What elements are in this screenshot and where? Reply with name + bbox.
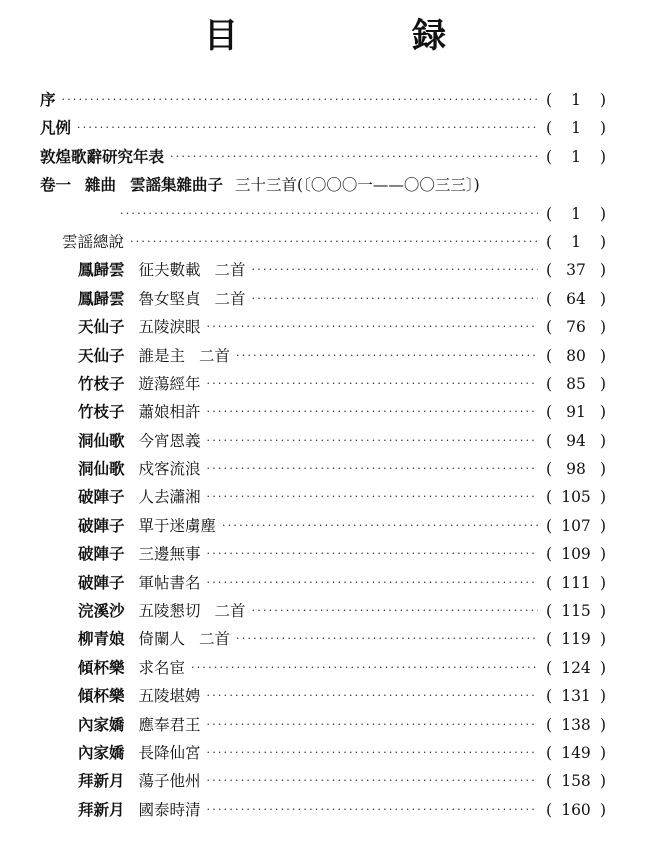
tune-name: 破陣子 xyxy=(78,516,125,535)
leader-dots xyxy=(207,370,538,398)
page-number: 115 xyxy=(561,602,591,621)
page-number: 149 xyxy=(561,743,591,762)
leader-dots xyxy=(207,398,538,426)
page-number: 98 xyxy=(566,460,586,479)
page-ref: ( 80 ) xyxy=(546,342,606,370)
toc-entry[interactable] xyxy=(40,625,606,653)
tune-name: 柳青娘 xyxy=(78,630,125,649)
page-number: 107 xyxy=(561,516,591,535)
page-ref: ( 98 ) xyxy=(546,455,606,483)
page-number: 94 xyxy=(566,431,586,450)
toc-entry-label xyxy=(78,767,201,795)
toc-label: 敦煌歌辭研究年表 xyxy=(40,147,165,166)
tune-name: 浣溪沙 xyxy=(78,602,125,621)
poem-title: 倚闌人 xyxy=(138,630,186,649)
poem-title: 今宵恩義 xyxy=(138,431,201,450)
volume-number: 卷一 xyxy=(40,176,72,195)
toc-entries xyxy=(40,256,606,824)
page-number: 111 xyxy=(561,573,591,592)
toc-label: 凡例 xyxy=(40,119,72,138)
poem-count: 二首 xyxy=(199,630,231,649)
page-number: 76 xyxy=(566,318,586,337)
page-ref: ( 124 ) xyxy=(546,654,606,682)
toc-row-preface[interactable] xyxy=(40,86,606,114)
volume-category: 雜曲 xyxy=(85,176,117,195)
toc-entry-label xyxy=(78,597,246,625)
tune-name: 破陣子 xyxy=(78,573,125,592)
page-number: 109 xyxy=(561,545,591,564)
toc-entry[interactable] xyxy=(40,342,606,370)
poem-title: 長降仙宮 xyxy=(138,743,201,762)
leader-dots xyxy=(252,285,538,313)
toc-entry[interactable] xyxy=(40,569,606,597)
page-number: 64 xyxy=(566,289,586,308)
toc-entry[interactable] xyxy=(40,483,606,511)
leader-dots xyxy=(207,796,538,824)
toc-row-guide[interactable] xyxy=(40,114,606,142)
page-number: 85 xyxy=(566,374,586,393)
poem-title: 求名宦 xyxy=(138,658,186,677)
page-ref: ( 76 ) xyxy=(546,313,606,341)
leader-dots xyxy=(207,313,538,341)
toc-entry[interactable] xyxy=(40,597,606,625)
toc-entry-label xyxy=(78,654,185,682)
leader-dots xyxy=(62,86,538,114)
leader-dots xyxy=(77,114,538,142)
toc-entry-label xyxy=(78,455,201,483)
leader-dots xyxy=(207,455,538,483)
leader-dots xyxy=(207,569,538,597)
poem-title: 五陵堪娉 xyxy=(138,687,201,706)
tune-name: 竹枝子 xyxy=(78,403,125,422)
tune-name: 鳳歸雲 xyxy=(78,289,125,308)
toc-entry[interactable] xyxy=(40,256,606,284)
leader-dots xyxy=(170,143,538,171)
poem-title: 國泰時清 xyxy=(138,800,201,819)
page-number: 91 xyxy=(566,403,586,422)
toc-entry[interactable] xyxy=(40,455,606,483)
page-ref: ( 109 ) xyxy=(546,540,606,568)
poem-count: 二首 xyxy=(214,289,246,308)
tune-name: 天仙子 xyxy=(78,346,125,365)
page-ref: ( 1 ) xyxy=(546,119,606,138)
toc-row-chronology[interactable] xyxy=(40,143,606,171)
toc-entry-label xyxy=(78,256,246,284)
page-ref: ( 1 ) xyxy=(546,147,606,166)
toc-entry-label xyxy=(78,711,201,739)
toc-row-volume-continuation[interactable] xyxy=(40,200,606,228)
toc-row-overview[interactable] xyxy=(40,228,606,256)
toc-entry-label xyxy=(78,342,230,370)
poem-title: 遊蕩經年 xyxy=(138,374,201,393)
poem-title: 戍客流浪 xyxy=(138,460,201,479)
page-ref: ( 138 ) xyxy=(546,711,606,739)
tune-name: 破陣子 xyxy=(78,545,125,564)
toc-entry[interactable] xyxy=(40,682,606,710)
page-number: 119 xyxy=(561,630,591,649)
tune-name: 天仙子 xyxy=(78,318,125,337)
toc-entry-label xyxy=(78,512,216,540)
leader-dots xyxy=(252,256,538,284)
poem-title: 五陵懇切 xyxy=(138,602,201,621)
page-ref: ( 105 ) xyxy=(546,483,606,511)
toc-entry-label xyxy=(78,398,201,426)
leader-dots xyxy=(207,682,538,710)
leader-dots xyxy=(207,540,538,568)
toc-entry[interactable] xyxy=(40,654,606,682)
toc-entry[interactable] xyxy=(40,540,606,568)
toc-entry-label xyxy=(78,682,201,710)
tune-name: 竹枝子 xyxy=(78,374,125,393)
toc-entry-label xyxy=(78,739,201,767)
page-number: 105 xyxy=(561,488,591,507)
page-ref: ( 1 ) xyxy=(546,204,606,223)
toc-label: 序 xyxy=(40,91,56,109)
toc-entry[interactable] xyxy=(40,370,606,398)
toc-entry[interactable] xyxy=(40,512,606,540)
page-ref: ( 91 ) xyxy=(546,398,606,426)
page-ref: ( 131 ) xyxy=(546,682,606,710)
poem-count: 二首 xyxy=(214,602,246,621)
leader-dots xyxy=(207,739,538,767)
poem-title: 魯女堅貞 xyxy=(138,289,201,308)
leader-dots xyxy=(236,342,538,370)
leader-dots xyxy=(120,200,538,228)
leader-dots xyxy=(130,228,538,256)
volume-collection: 雲謡集雜曲子 xyxy=(130,176,224,195)
page-title: 目 録 xyxy=(204,16,516,56)
toc-entry-label xyxy=(78,483,201,511)
tune-name: 內家嬌 xyxy=(78,715,125,734)
page-ref: ( 94 ) xyxy=(546,427,606,455)
page-ref: ( 111 ) xyxy=(546,569,606,597)
toc-entry-label xyxy=(78,427,201,455)
toc-row-volume-heading[interactable] xyxy=(40,171,606,199)
page-ref: ( 149 ) xyxy=(546,739,606,767)
page-number: 124 xyxy=(561,658,591,677)
volume-heading xyxy=(40,171,480,199)
page-ref: ( 1 ) xyxy=(546,232,606,251)
toc-entry[interactable] xyxy=(40,739,606,767)
toc-entry[interactable] xyxy=(40,796,606,824)
poem-title: 誰是主 xyxy=(138,346,186,365)
toc-entry-label xyxy=(78,625,230,653)
poem-count: 二首 xyxy=(214,261,246,280)
leader-dots xyxy=(236,625,538,653)
toc-entry[interactable] xyxy=(40,711,606,739)
tune-name: 傾杯樂 xyxy=(78,658,125,677)
tune-name: 破陣子 xyxy=(78,488,125,507)
tune-name: 傾杯樂 xyxy=(78,687,125,706)
poem-title: 軍帖書名 xyxy=(138,573,201,592)
page-number: 131 xyxy=(561,687,591,706)
poem-count: 二首 xyxy=(199,346,231,365)
page-number: 138 xyxy=(561,715,591,734)
leader-dots xyxy=(207,427,538,455)
tune-name: 洞仙歌 xyxy=(78,431,125,450)
page-ref: ( 85 ) xyxy=(546,370,606,398)
page-ref: ( 115 ) xyxy=(546,597,606,625)
page-ref: ( 64 ) xyxy=(546,285,606,313)
poem-title: 人去瀟湘 xyxy=(138,488,201,507)
page-ref: ( 37 ) xyxy=(546,256,606,284)
toc-entry[interactable] xyxy=(40,767,606,795)
toc-label: 雲謡總說 xyxy=(62,232,125,251)
toc-entry[interactable] xyxy=(40,427,606,455)
toc-entry[interactable] xyxy=(40,313,606,341)
page-ref: ( 160 ) xyxy=(546,796,606,824)
table-of-contents xyxy=(40,86,606,824)
page-ref: ( 1 ) xyxy=(546,91,606,109)
toc-entry-label xyxy=(78,796,201,824)
leader-dots xyxy=(207,711,538,739)
tune-name: 拜新月 xyxy=(78,772,125,791)
poem-title: 蕭娘相許 xyxy=(138,403,201,422)
page-ref: ( 158 ) xyxy=(546,767,606,795)
toc-entry-label xyxy=(78,370,201,398)
tune-name: 鳳歸雲 xyxy=(78,261,125,280)
toc-entry[interactable] xyxy=(40,285,606,313)
page-number: 160 xyxy=(561,800,591,819)
toc-entry-label xyxy=(78,540,201,568)
poem-title: 應奉君王 xyxy=(138,715,201,734)
toc-entry-label xyxy=(78,313,201,341)
tune-name: 內家嬌 xyxy=(78,743,125,762)
toc-entry[interactable] xyxy=(40,398,606,426)
tune-name: 洞仙歌 xyxy=(78,460,125,479)
leader-dots xyxy=(207,767,538,795)
poem-title: 征夫數載 xyxy=(138,261,201,280)
toc-entry-label xyxy=(78,285,246,313)
volume-range: 三十三首(〔〇〇〇一——〇〇三三〕) xyxy=(235,176,480,195)
page-number: 158 xyxy=(561,772,591,791)
poem-title: 五陵淚眼 xyxy=(138,318,201,337)
tune-name: 拜新月 xyxy=(78,800,125,819)
leader-dots xyxy=(191,654,538,682)
poem-title: 單于迷虜塵 xyxy=(138,516,217,535)
page-ref: ( 107 ) xyxy=(546,512,606,540)
page-number: 80 xyxy=(566,346,586,365)
page-number: 37 xyxy=(566,261,586,280)
toc-entry-label xyxy=(78,569,201,597)
leader-dots xyxy=(252,597,538,625)
leader-dots xyxy=(207,483,538,511)
poem-title: 三邊無事 xyxy=(138,545,201,564)
leader-dots xyxy=(222,512,538,540)
page-ref: ( 119 ) xyxy=(546,625,606,653)
poem-title: 蕩子他州 xyxy=(138,772,201,791)
